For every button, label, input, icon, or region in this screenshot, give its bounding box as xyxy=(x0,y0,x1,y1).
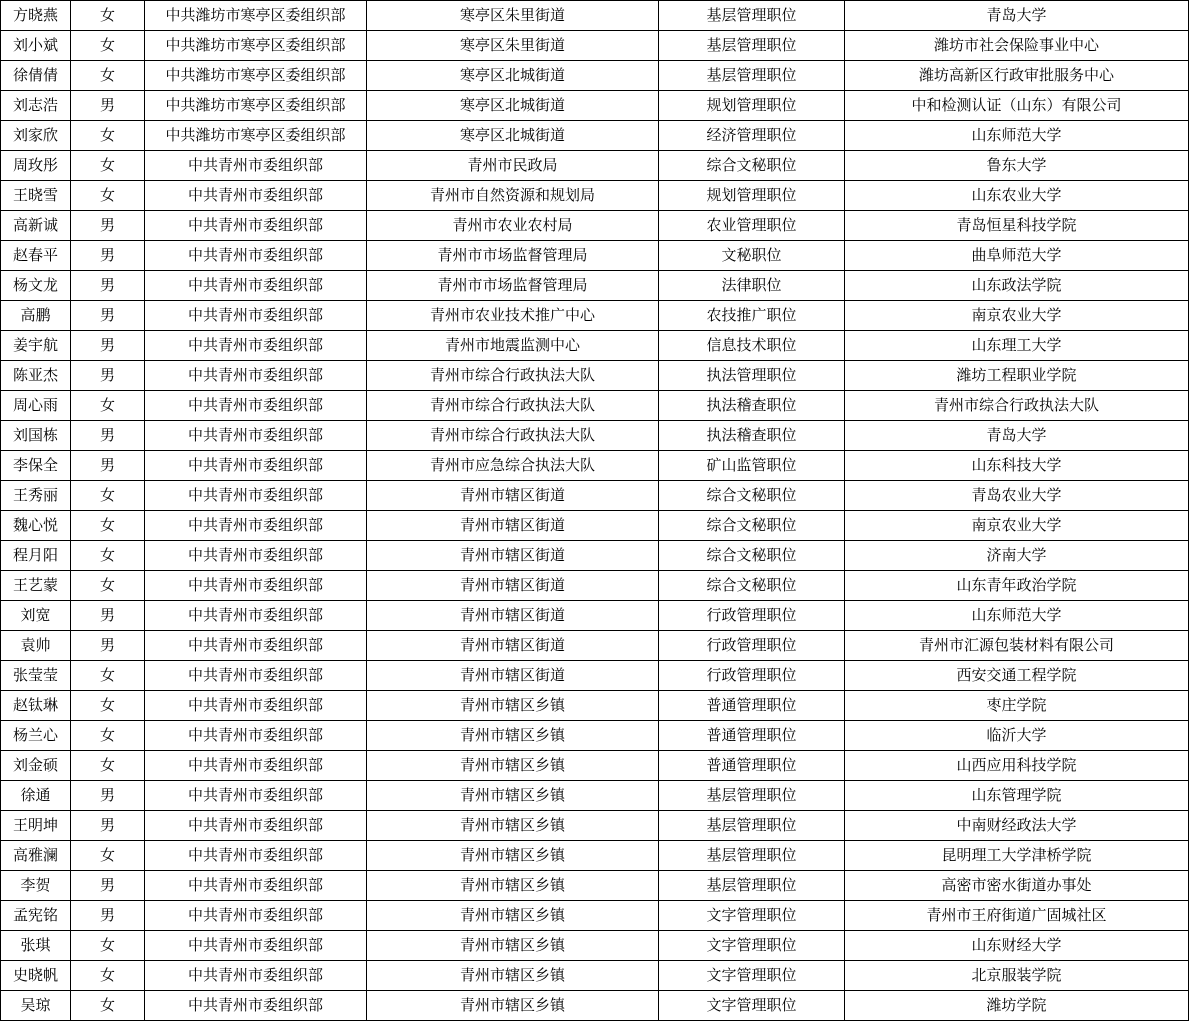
cell-name: 刘金硕 xyxy=(1,751,71,781)
cell-position: 综合文秘职位 xyxy=(659,541,845,571)
table-row xyxy=(1,61,1189,91)
cell-name: 刘宽 xyxy=(1,601,71,631)
cell-organization: 南京农业大学 xyxy=(845,301,1189,331)
cell-organization: 山东财经大学 xyxy=(845,931,1189,961)
cell-organization: 鲁东大学 xyxy=(845,151,1189,181)
cell-unit: 青州市辖区乡镇 xyxy=(367,811,659,841)
cell-position: 执法稽查职位 xyxy=(659,391,845,421)
cell-unit: 青州市辖区街道 xyxy=(367,601,659,631)
table-row xyxy=(1,841,1189,871)
table-row xyxy=(1,961,1189,991)
cell-unit: 青州市辖区乡镇 xyxy=(367,781,659,811)
cell-name: 徐倩倩 xyxy=(1,61,71,91)
cell-organization: 南京农业大学 xyxy=(845,511,1189,541)
cell-position: 执法管理职位 xyxy=(659,361,845,391)
cell-unit: 青州市综合行政执法大队 xyxy=(367,391,659,421)
cell-name: 赵钛琳 xyxy=(1,691,71,721)
cell-position: 文字管理职位 xyxy=(659,961,845,991)
cell-gender: 女 xyxy=(71,481,145,511)
cell-unit: 青州市市场监督管理局 xyxy=(367,271,659,301)
cell-gender: 女 xyxy=(71,541,145,571)
cell-position: 行政管理职位 xyxy=(659,631,845,661)
cell-gender: 女 xyxy=(71,31,145,61)
cell-department: 中共青州市委组织部 xyxy=(145,961,367,991)
cell-organization: 山东政法学院 xyxy=(845,271,1189,301)
cell-position: 基层管理职位 xyxy=(659,31,845,61)
cell-organization: 曲阜师范大学 xyxy=(845,241,1189,271)
cell-unit: 青州市辖区乡镇 xyxy=(367,961,659,991)
cell-unit: 青州市综合行政执法大队 xyxy=(367,361,659,391)
cell-department: 中共青州市委组织部 xyxy=(145,871,367,901)
cell-unit: 青州市辖区乡镇 xyxy=(367,691,659,721)
cell-unit: 青州市农业技术推广中心 xyxy=(367,301,659,331)
cell-gender: 男 xyxy=(71,421,145,451)
cell-department: 中共青州市委组织部 xyxy=(145,181,367,211)
cell-position: 文字管理职位 xyxy=(659,901,845,931)
cell-gender: 女 xyxy=(71,721,145,751)
cell-gender: 女 xyxy=(71,1,145,31)
table-row xyxy=(1,541,1189,571)
cell-unit: 青州市辖区乡镇 xyxy=(367,991,659,1021)
cell-name: 刘志浩 xyxy=(1,91,71,121)
cell-department: 中共青州市委组织部 xyxy=(145,391,367,421)
table-row xyxy=(1,1,1189,31)
cell-gender: 女 xyxy=(71,511,145,541)
cell-organization: 临沂大学 xyxy=(845,721,1189,751)
cell-organization: 青州市王府街道广固城社区 xyxy=(845,901,1189,931)
cell-department: 中共青州市委组织部 xyxy=(145,751,367,781)
cell-gender: 女 xyxy=(71,691,145,721)
cell-department: 中共青州市委组织部 xyxy=(145,571,367,601)
cell-organization: 青岛大学 xyxy=(845,1,1189,31)
cell-position: 文字管理职位 xyxy=(659,931,845,961)
cell-position: 基层管理职位 xyxy=(659,61,845,91)
cell-unit: 青州市农业农村局 xyxy=(367,211,659,241)
cell-position: 文秘职位 xyxy=(659,241,845,271)
cell-position: 普通管理职位 xyxy=(659,721,845,751)
cell-gender: 男 xyxy=(71,211,145,241)
cell-unit: 青州市辖区乡镇 xyxy=(367,931,659,961)
cell-position: 农业管理职位 xyxy=(659,211,845,241)
cell-gender: 男 xyxy=(71,871,145,901)
cell-unit: 寒亭区北城街道 xyxy=(367,121,659,151)
cell-organization: 青州市汇源包装材料有限公司 xyxy=(845,631,1189,661)
cell-department: 中共青州市委组织部 xyxy=(145,931,367,961)
cell-department: 中共潍坊市寒亭区委组织部 xyxy=(145,1,367,31)
cell-organization: 潍坊工程职业学院 xyxy=(845,361,1189,391)
table-row xyxy=(1,241,1189,271)
cell-department: 中共潍坊市寒亭区委组织部 xyxy=(145,61,367,91)
cell-position: 综合文秘职位 xyxy=(659,511,845,541)
cell-position: 经济管理职位 xyxy=(659,121,845,151)
cell-gender: 女 xyxy=(71,931,145,961)
cell-position: 基层管理职位 xyxy=(659,811,845,841)
cell-unit: 青州市自然资源和规划局 xyxy=(367,181,659,211)
cell-department: 中共潍坊市寒亭区委组织部 xyxy=(145,91,367,121)
table-row xyxy=(1,931,1189,961)
table-row xyxy=(1,511,1189,541)
cell-gender: 男 xyxy=(71,811,145,841)
cell-name: 刘小斌 xyxy=(1,31,71,61)
cell-position: 规划管理职位 xyxy=(659,181,845,211)
cell-organization: 青岛大学 xyxy=(845,421,1189,451)
cell-department: 中共青州市委组织部 xyxy=(145,721,367,751)
cell-unit: 青州市辖区乡镇 xyxy=(367,751,659,781)
cell-organization: 潍坊市社会保险事业中心 xyxy=(845,31,1189,61)
cell-name: 刘国栋 xyxy=(1,421,71,451)
cell-gender: 男 xyxy=(71,451,145,481)
table-row xyxy=(1,391,1189,421)
cell-department: 中共青州市委组织部 xyxy=(145,451,367,481)
cell-organization: 青州市综合行政执法大队 xyxy=(845,391,1189,421)
table-row xyxy=(1,781,1189,811)
table-row xyxy=(1,721,1189,751)
cell-position: 综合文秘职位 xyxy=(659,481,845,511)
table-row xyxy=(1,481,1189,511)
cell-unit: 青州市辖区乡镇 xyxy=(367,901,659,931)
cell-department: 中共青州市委组织部 xyxy=(145,691,367,721)
cell-name: 方晓燕 xyxy=(1,1,71,31)
cell-department: 中共青州市委组织部 xyxy=(145,271,367,301)
cell-name: 杨兰心 xyxy=(1,721,71,751)
cell-unit: 青州市综合行政执法大队 xyxy=(367,421,659,451)
cell-department: 中共青州市委组织部 xyxy=(145,211,367,241)
table-row xyxy=(1,901,1189,931)
cell-position: 法律职位 xyxy=(659,271,845,301)
cell-gender: 女 xyxy=(71,61,145,91)
cell-organization: 西安交通工程学院 xyxy=(845,661,1189,691)
cell-position: 基层管理职位 xyxy=(659,841,845,871)
cell-gender: 女 xyxy=(71,991,145,1021)
cell-position: 行政管理职位 xyxy=(659,601,845,631)
cell-department: 中共青州市委组织部 xyxy=(145,331,367,361)
cell-unit: 青州市地震监测中心 xyxy=(367,331,659,361)
cell-unit: 寒亭区朱里街道 xyxy=(367,31,659,61)
cell-name: 程月阳 xyxy=(1,541,71,571)
cell-name: 袁帅 xyxy=(1,631,71,661)
cell-position: 基层管理职位 xyxy=(659,871,845,901)
cell-position: 综合文秘职位 xyxy=(659,151,845,181)
cell-department: 中共青州市委组织部 xyxy=(145,421,367,451)
table-row xyxy=(1,151,1189,181)
cell-position: 普通管理职位 xyxy=(659,751,845,781)
cell-department: 中共青州市委组织部 xyxy=(145,301,367,331)
cell-gender: 男 xyxy=(71,91,145,121)
table-row xyxy=(1,331,1189,361)
table-row xyxy=(1,571,1189,601)
table-row xyxy=(1,211,1189,241)
cell-name: 王秀丽 xyxy=(1,481,71,511)
cell-unit: 寒亭区朱里街道 xyxy=(367,1,659,31)
cell-unit: 青州市辖区街道 xyxy=(367,481,659,511)
cell-organization: 山东师范大学 xyxy=(845,121,1189,151)
cell-gender: 女 xyxy=(71,961,145,991)
cell-name: 王艺蒙 xyxy=(1,571,71,601)
cell-unit: 青州市辖区街道 xyxy=(367,511,659,541)
table-row xyxy=(1,181,1189,211)
cell-gender: 女 xyxy=(71,751,145,781)
cell-position: 文字管理职位 xyxy=(659,991,845,1021)
cell-organization: 潍坊高新区行政审批服务中心 xyxy=(845,61,1189,91)
table-row xyxy=(1,31,1189,61)
cell-gender: 女 xyxy=(71,391,145,421)
cell-position: 执法稽查职位 xyxy=(659,421,845,451)
cell-name: 张琪 xyxy=(1,931,71,961)
cell-position: 基层管理职位 xyxy=(659,781,845,811)
cell-gender: 男 xyxy=(71,271,145,301)
table-row xyxy=(1,271,1189,301)
cell-position: 基层管理职位 xyxy=(659,1,845,31)
cell-organization: 济南大学 xyxy=(845,541,1189,571)
cell-unit: 青州市应急综合执法大队 xyxy=(367,451,659,481)
cell-name: 高新诚 xyxy=(1,211,71,241)
table-row xyxy=(1,661,1189,691)
table-row xyxy=(1,421,1189,451)
cell-department: 中共青州市委组织部 xyxy=(145,901,367,931)
cell-gender: 男 xyxy=(71,631,145,661)
cell-gender: 女 xyxy=(71,181,145,211)
cell-organization: 高密市密水街道办事处 xyxy=(845,871,1189,901)
cell-unit: 青州市辖区街道 xyxy=(367,631,659,661)
cell-organization: 山东理工大学 xyxy=(845,331,1189,361)
cell-department: 中共青州市委组织部 xyxy=(145,661,367,691)
cell-gender: 女 xyxy=(71,121,145,151)
cell-department: 中共青州市委组织部 xyxy=(145,991,367,1021)
cell-gender: 男 xyxy=(71,241,145,271)
cell-organization: 中和检测认证（山东）有限公司 xyxy=(845,91,1189,121)
cell-organization: 青岛农业大学 xyxy=(845,481,1189,511)
cell-gender: 女 xyxy=(71,151,145,181)
cell-name: 姜宇航 xyxy=(1,331,71,361)
table-row xyxy=(1,631,1189,661)
cell-position: 规划管理职位 xyxy=(659,91,845,121)
cell-organization: 山西应用科技学院 xyxy=(845,751,1189,781)
cell-gender: 男 xyxy=(71,331,145,361)
table-row xyxy=(1,601,1189,631)
cell-name: 周玫彤 xyxy=(1,151,71,181)
cell-name: 王晓雪 xyxy=(1,181,71,211)
cell-gender: 男 xyxy=(71,901,145,931)
table-row xyxy=(1,451,1189,481)
cell-organization: 昆明理工大学津桥学院 xyxy=(845,841,1189,871)
cell-department: 中共青州市委组织部 xyxy=(145,841,367,871)
cell-name: 徐通 xyxy=(1,781,71,811)
cell-gender: 男 xyxy=(71,301,145,331)
cell-unit: 青州市市场监督管理局 xyxy=(367,241,659,271)
cell-unit: 青州市辖区街道 xyxy=(367,571,659,601)
cell-position: 信息技术职位 xyxy=(659,331,845,361)
cell-organization: 青岛恒星科技学院 xyxy=(845,211,1189,241)
cell-unit: 寒亭区北城街道 xyxy=(367,61,659,91)
cell-name: 高雅澜 xyxy=(1,841,71,871)
table-row xyxy=(1,871,1189,901)
cell-unit: 青州市民政局 xyxy=(367,151,659,181)
cell-gender: 女 xyxy=(71,841,145,871)
cell-position: 行政管理职位 xyxy=(659,661,845,691)
cell-name: 杨文龙 xyxy=(1,271,71,301)
cell-department: 中共青州市委组织部 xyxy=(145,241,367,271)
cell-unit: 青州市辖区乡镇 xyxy=(367,841,659,871)
cell-name: 李保全 xyxy=(1,451,71,481)
cell-organization: 山东农业大学 xyxy=(845,181,1189,211)
cell-name: 刘家欣 xyxy=(1,121,71,151)
cell-unit: 青州市辖区街道 xyxy=(367,541,659,571)
cell-gender: 男 xyxy=(71,601,145,631)
table-row xyxy=(1,361,1189,391)
cell-organization: 北京服装学院 xyxy=(845,961,1189,991)
cell-position: 普通管理职位 xyxy=(659,691,845,721)
cell-name: 孟宪铭 xyxy=(1,901,71,931)
cell-unit: 青州市辖区街道 xyxy=(367,661,659,691)
cell-unit: 青州市辖区乡镇 xyxy=(367,721,659,751)
cell-gender: 男 xyxy=(71,781,145,811)
cell-organization: 枣庄学院 xyxy=(845,691,1189,721)
cell-department: 中共青州市委组织部 xyxy=(145,631,367,661)
cell-gender: 男 xyxy=(71,361,145,391)
cell-department: 中共潍坊市寒亭区委组织部 xyxy=(145,31,367,61)
table-row xyxy=(1,121,1189,151)
table-row xyxy=(1,691,1189,721)
cell-name: 陈亚杰 xyxy=(1,361,71,391)
cell-name: 赵春平 xyxy=(1,241,71,271)
cell-gender: 女 xyxy=(71,661,145,691)
cell-department: 中共潍坊市寒亭区委组织部 xyxy=(145,121,367,151)
cell-organization: 中南财经政法大学 xyxy=(845,811,1189,841)
table-row xyxy=(1,301,1189,331)
table-row xyxy=(1,991,1189,1021)
cell-organization: 山东师范大学 xyxy=(845,601,1189,631)
cell-name: 周心雨 xyxy=(1,391,71,421)
cell-position: 矿山监管职位 xyxy=(659,451,845,481)
cell-name: 高鹏 xyxy=(1,301,71,331)
cell-department: 中共青州市委组织部 xyxy=(145,361,367,391)
cell-organization: 山东青年政治学院 xyxy=(845,571,1189,601)
roster-table-body xyxy=(1,1,1189,1021)
cell-department: 中共青州市委组织部 xyxy=(145,511,367,541)
cell-name: 史晓帆 xyxy=(1,961,71,991)
cell-department: 中共青州市委组织部 xyxy=(145,781,367,811)
cell-department: 中共青州市委组织部 xyxy=(145,601,367,631)
table-row xyxy=(1,751,1189,781)
cell-department: 中共青州市委组织部 xyxy=(145,151,367,181)
cell-department: 中共青州市委组织部 xyxy=(145,541,367,571)
cell-organization: 潍坊学院 xyxy=(845,991,1189,1021)
table-row xyxy=(1,91,1189,121)
cell-gender: 女 xyxy=(71,571,145,601)
cell-name: 王明坤 xyxy=(1,811,71,841)
cell-organization: 山东管理学院 xyxy=(845,781,1189,811)
cell-unit: 寒亭区北城街道 xyxy=(367,91,659,121)
cell-name: 李贺 xyxy=(1,871,71,901)
cell-organization: 山东科技大学 xyxy=(845,451,1189,481)
cell-department: 中共青州市委组织部 xyxy=(145,481,367,511)
cell-position: 农技推广职位 xyxy=(659,301,845,331)
cell-department: 中共青州市委组织部 xyxy=(145,811,367,841)
cell-unit: 青州市辖区乡镇 xyxy=(367,871,659,901)
cell-name: 张莹莹 xyxy=(1,661,71,691)
cell-name: 魏心悦 xyxy=(1,511,71,541)
table-row xyxy=(1,811,1189,841)
cell-position: 综合文秘职位 xyxy=(659,571,845,601)
cell-name: 吴琼 xyxy=(1,991,71,1021)
